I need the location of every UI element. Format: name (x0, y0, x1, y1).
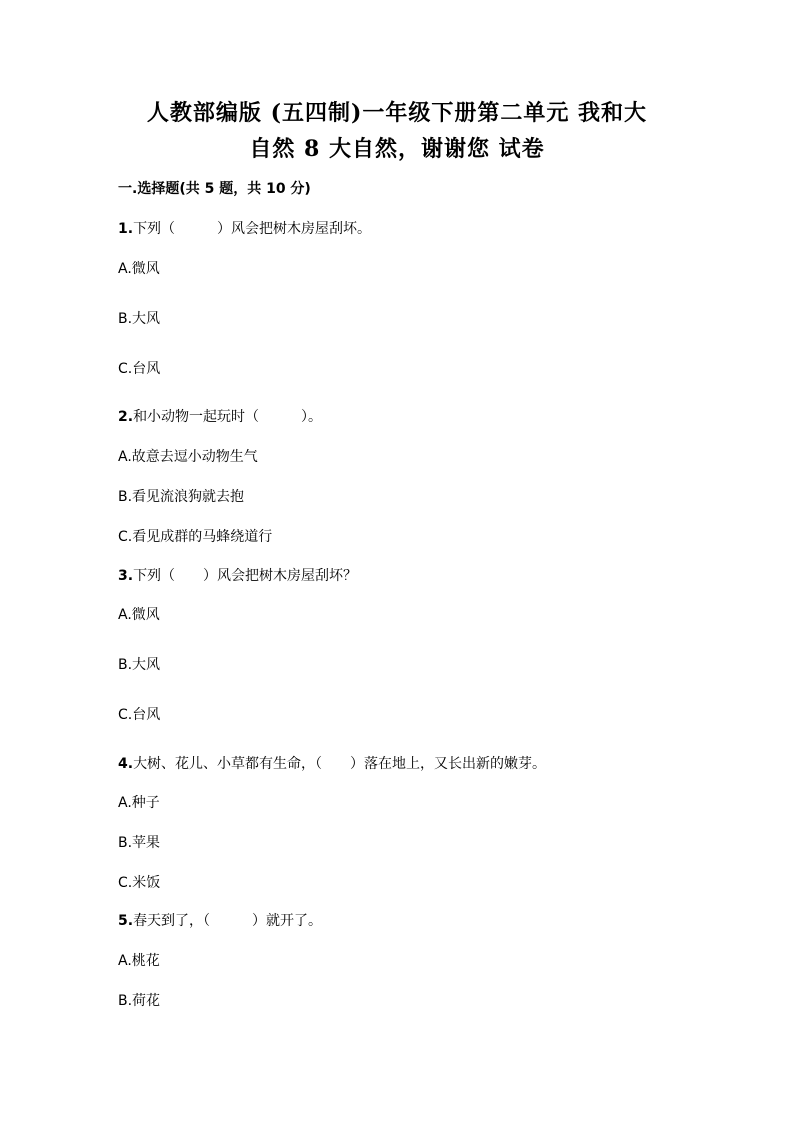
question-4 (118, 753, 546, 773)
question-2-option-c[interactable]: C.看见成群的马蜂绕道行 (118, 529, 273, 545)
question-2-option-a[interactable]: A.故意去逗小动物生气 (118, 449, 258, 465)
question-number: 4. (118, 756, 134, 772)
question-4-option-b[interactable]: B.苹果 (118, 835, 161, 851)
question-1 (118, 218, 371, 238)
question-3 (118, 565, 357, 585)
question-number: 3. (118, 568, 134, 584)
question-5-option-a[interactable]: A.桃花 (118, 953, 160, 969)
question-number: 1. (118, 221, 134, 237)
exam-title-line-2: 自然 8 大自然，谢谢您 试卷 (249, 136, 545, 162)
question-2-option-b[interactable]: B.看见流浪狗就去抱 (118, 489, 245, 505)
question-4-option-c[interactable]: C.米饭 (118, 875, 161, 891)
question-2 (118, 406, 322, 426)
question-number: 5. (118, 913, 134, 929)
question-5-option-b[interactable]: B.荷花 (118, 993, 161, 1009)
question-stem: 下列（ ）风会把树木房屋刮坏？ (133, 568, 358, 584)
question-5 (118, 910, 322, 930)
question-1-option-b[interactable]: B.大风 (118, 311, 161, 327)
question-4-option-a[interactable]: A.种子 (118, 795, 160, 811)
question-3-option-a[interactable]: A.微风 (118, 607, 160, 623)
question-3-option-b[interactable]: B.大风 (118, 657, 161, 673)
question-1-option-c[interactable]: C.台风 (118, 361, 161, 377)
question-3-option-c[interactable]: C.台风 (118, 707, 161, 723)
exam-title-line-1: 人教部编版 (五四制)一年级下册第二单元 我和大 (146, 100, 648, 126)
question-stem: 下列（ ）风会把树木房屋刮坏。 (133, 221, 372, 237)
section-heading: 一.选择题(共 5 题，共 10 分) (118, 181, 311, 197)
question-stem: 大树、花儿、小草都有生命，（ ）落在地上，又长出新的嫩芽。 (133, 756, 547, 772)
question-number: 2. (118, 409, 134, 425)
question-1-option-a[interactable]: A.微风 (118, 261, 160, 277)
question-stem: 春天到了，（ ）就开了。 (133, 913, 323, 929)
question-stem: 和小动物一起玩时（ ）。 (133, 409, 323, 425)
